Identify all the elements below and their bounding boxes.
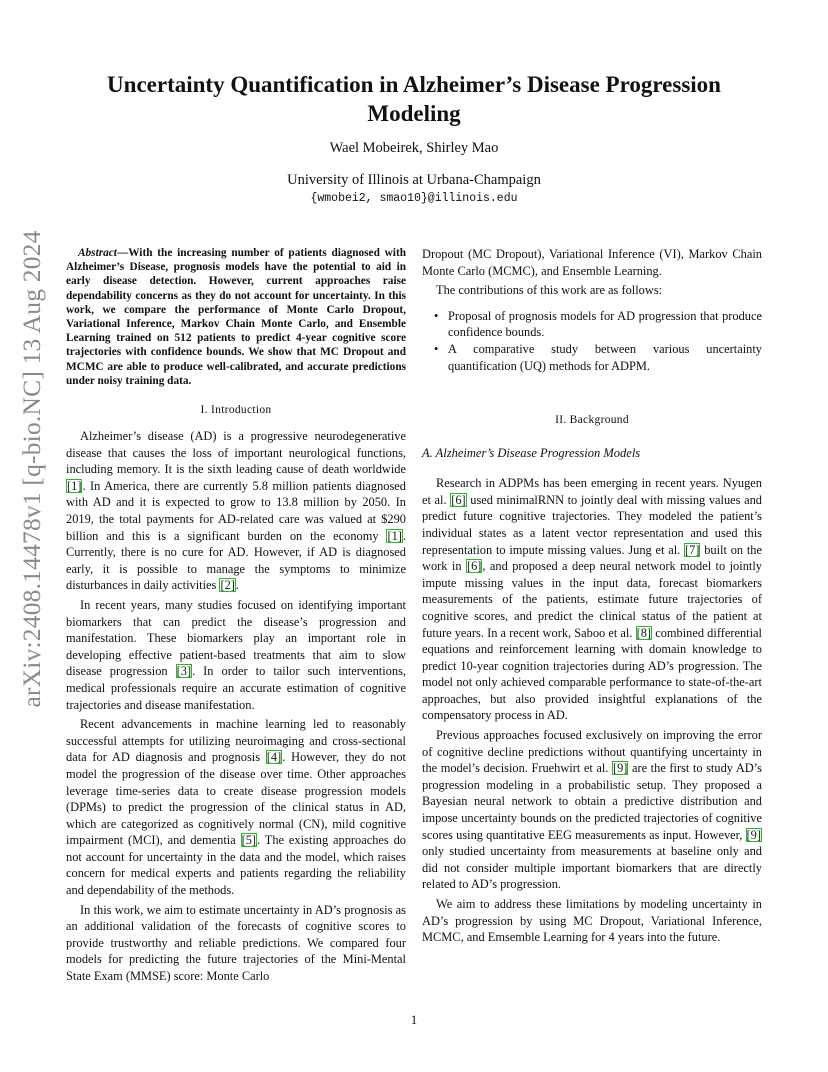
arxiv-sidebar xyxy=(12,230,52,708)
intro-paragraph-3: Recent advancements in machine learning led to reasonably successful attempts for utilizing neuroimaging and cross-sectional data for AD diagnosis and prognosis [4]. However, they do not model the progression of the disease over time. Other approaches leverage time-series data to create disease progression models (DPMs) to predict the progression of the clinical status in AD, which are categorized as cognitively normal (CN), mild cognitive impairment (MCI), and dementia [5]. The existing approaches do not account for uncertainty in the data and the model, which raises concern for medical experts and patients regarding the reliability and dependability of the methods. xyxy=(66,717,406,898)
intro-paragraph-4: In this work, we aim to estimate uncertainty in AD’s prognosis as an additional validation of the forecasts of cognitive scores to provide trustworthy and reliable predictions. We compared four models for predicting the future trajectories of the Mini-Mental State Exam (MMSE) score: Monte Carlo xyxy=(66,902,406,984)
section-heading-background: II. Background xyxy=(555,414,629,427)
paper-title: Uncertainty Quantification in Alzheimer’s Disease Progression Modeling xyxy=(107,72,721,126)
intro-paragraph-1: Alzheimer’s disease (AD) is a progressive neurodegenerative disease that causes the loss of important neurological functions, including memory. It is the sixth leading cause of death worldwide [1]. In America, there are currently 5.8 million patients diagnosed with AD and it is expected to grow to 13.8 million by 2050. In 2019, the total payments for AD-related care was valued at $290 billion and this is a significant burden on the economy [1]. Currently, there is no cure for AD. However, if AD is diagnosed early, it is possible to manage the symptoms to minimize disturbances in daily activities [2]. xyxy=(66,429,406,593)
author-emails: {wmobei2, smao10}@illinois.edu xyxy=(310,192,518,205)
citation-link[interactable]: [9] xyxy=(746,827,761,842)
intro-paragraph-4-continued: Dropout (MC Dropout), Variational Inference (VI), Markov Chain Monte Carlo (MCMC), and Ensemble Learning. xyxy=(422,247,762,278)
subsection-heading: A. Alzheimer’s Disease Progression Models xyxy=(422,446,641,461)
citation-link[interactable]: [1] xyxy=(387,528,402,543)
citation-link[interactable]: [9] xyxy=(612,761,628,776)
contribution-list xyxy=(422,308,762,374)
section-heading-introduction: I. Introduction xyxy=(200,404,272,417)
citation-link[interactable]: [7] xyxy=(685,542,700,557)
affiliation: University of Illinois at Urbana-Champaign xyxy=(287,172,541,188)
list-item: • Proposal of prognosis models for AD progression that produce confidence bounds. xyxy=(422,308,762,341)
arxiv-identifier: arXiv:2408.14478v1 [q-bio.NC] 13 Aug 2024 xyxy=(17,230,46,708)
citation-link[interactable]: [1] xyxy=(67,478,82,493)
left-column xyxy=(66,246,406,985)
right-column xyxy=(422,246,762,946)
intro-paragraph-2: In recent years, many studies focused on identifying important biomarkers that can predict the disease’s progression and manifestation. These biomarkers play an important role in developing effective patient-based treatments that aim to slow disease progression [3]. In order to tailor such interventions, medical professionals require an accurate estimation of cognitive trajectories and disease manifestation. xyxy=(66,597,406,712)
citation-link[interactable]: [4] xyxy=(266,750,282,765)
abstract-label: Abstract xyxy=(78,247,117,259)
citation-link[interactable]: [6] xyxy=(451,492,466,507)
abstract-text: With the increasing number of patients diagnosed with Alzheimer’s Disease, prognosis models have the potential to aid in early disease detection. However, current approaches raise dependability concerns as they do not account for uncertainty. In this work, we compare the performance of Monte Carlo Dropout, Variational Inference, Markov Chain Monte Carlo, and Ensemble Learning trained on 512 patients to predict 4-year cognitive score trajectories with confidence bounds. We show that MC Dropout and MCMC are able to produce well-calibrated, and accurate predictions under noisy training data. xyxy=(66,247,406,387)
abstract-dash: — xyxy=(116,247,129,259)
citation-link[interactable]: [6] xyxy=(466,559,482,574)
abstract xyxy=(66,246,406,388)
list-item: • A comparative study between various uncertainty quantification (UQ) methods for ADPM. xyxy=(422,341,762,374)
author-list: Wael Mobeirek, Shirley Mao xyxy=(329,140,499,156)
background-paragraph-1: Research in ADPMs has been emerging in recent years. Nyugen et al. [6] used minimalRNN to jointly deal with missing values and predict future cognitive trajectories. They modeled the patient’s individual states as a latent vector representation and used this representation to impute missing values. Jung et al. [7] built on the work in [6], and proposed a deep neural network model to jointly impute missing values in the input data, forecast biomarkers measurements of the patients, estimate future trajectories of cognitive scores, and predict the clinical status of the patient at future years. In a recent work, Saboo et al. [8] combined differential equations and reinforcement learning with domain knowledge to predict 10-year cognition trajectories during AD’s progression. The model not only achieved comparable performance to state-of-the-art approaches, but also provided insightful explanations of the compensatory process in AD. xyxy=(422,476,762,723)
citation-link[interactable]: [3] xyxy=(176,664,192,679)
citation-link[interactable]: [2] xyxy=(220,578,235,593)
citation-link[interactable]: [8] xyxy=(636,625,652,640)
contributions-intro: The contributions of this work are as follows: xyxy=(436,283,663,298)
page-number: 1 xyxy=(410,1013,418,1027)
background-paragraph-2: Previous approaches focused exclusively on improving the error of cognitive decline predictions without quantifying uncertainty in the model’s decision. Fruehwirt et al. [9] are the first to study AD’s progression modeling in a probabilistic setup. They proposed a Bayesian neural network to obtain a predictive distribution and impose uncertainty bounds on the predicted trajectories of cognitive scores using quantitative EEG measurements as input. However, [9] only studied uncertainty from measurements at baseline only and did not consider multiple important biomarkers that are directly related to AD’s progression. xyxy=(422,728,762,892)
background-paragraph-3: We aim to address these limitations by modeling uncertainty in AD’s progression by using MC Dropout, Variational Inference, MCMC, and Emsemble Learning for 4 years into the future. xyxy=(422,897,762,945)
citation-link[interactable]: [5] xyxy=(241,833,257,848)
